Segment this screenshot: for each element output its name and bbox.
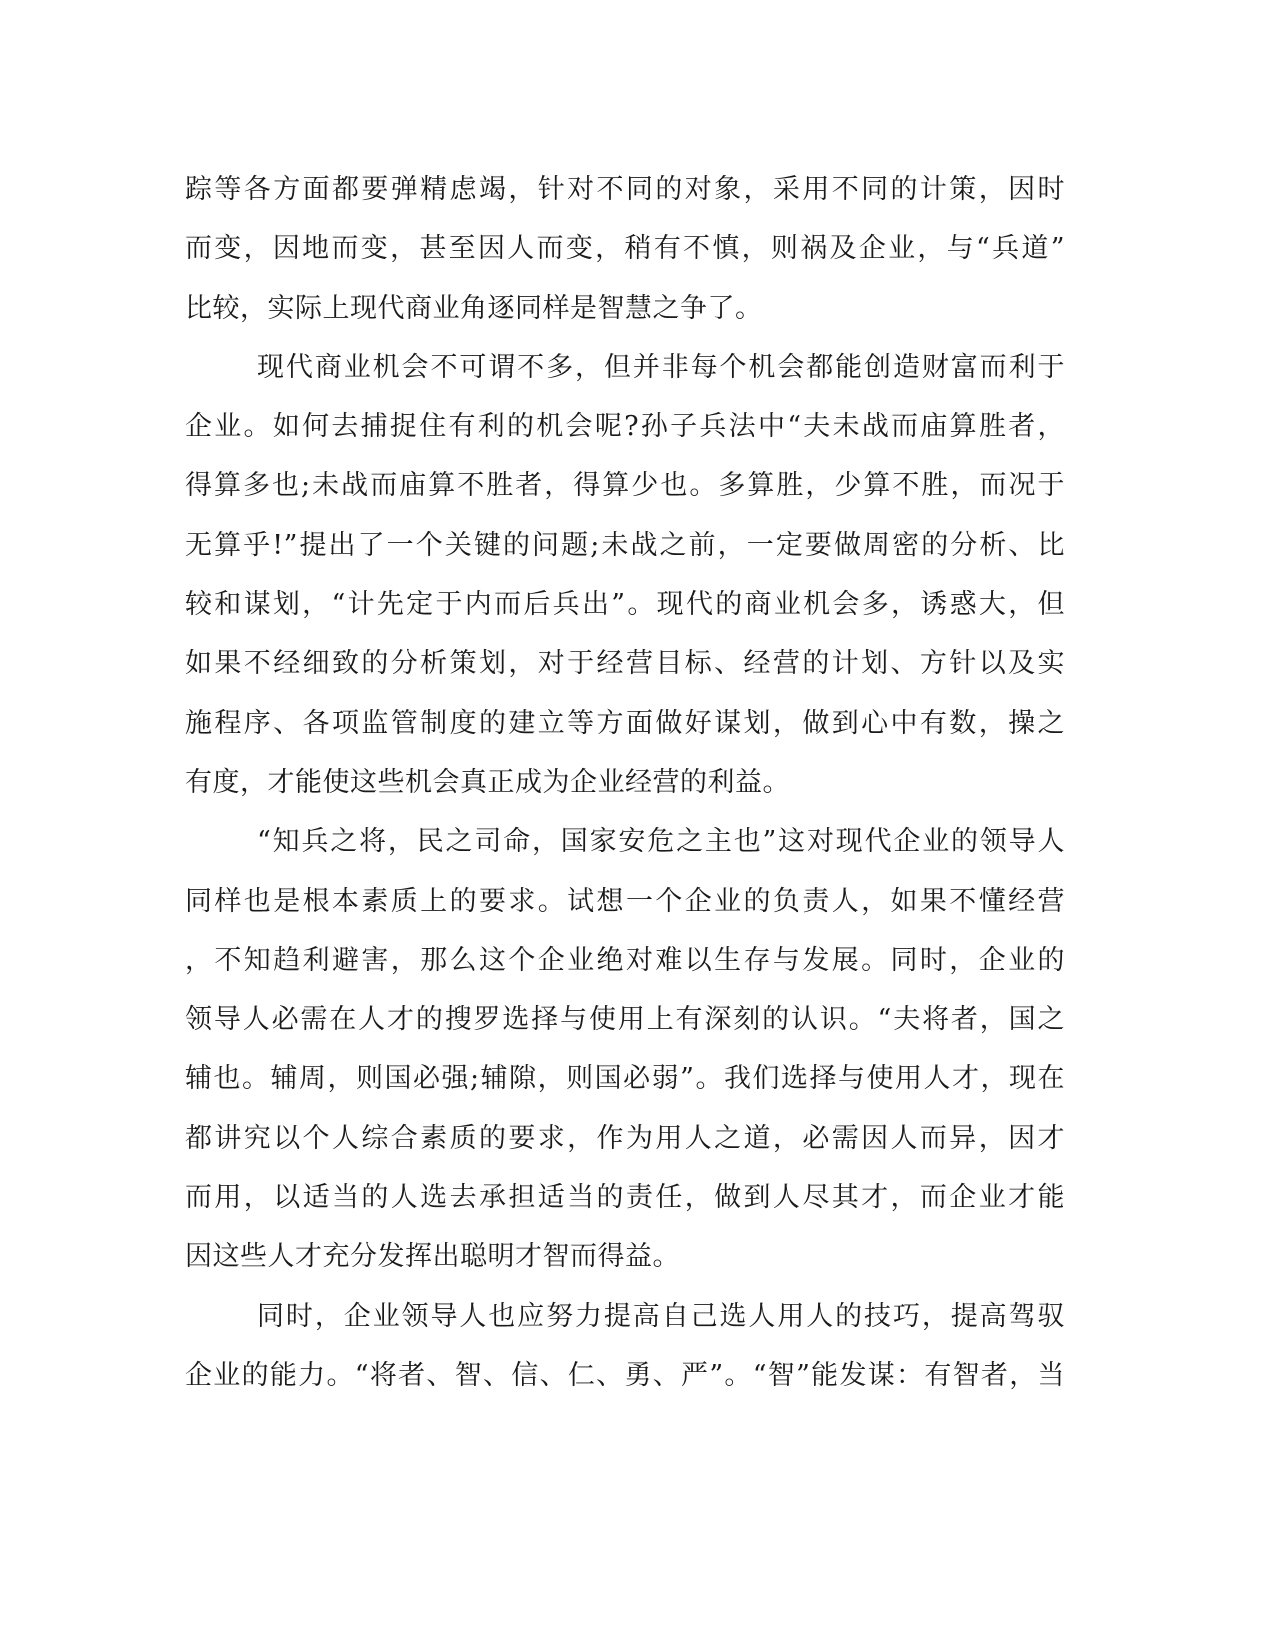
- text-line: 而用，以适当的人选去承担适当的责任，做到人尽其才，而企业才能: [185, 1182, 1065, 1214]
- text-line: 比较，实际上现代商业角逐同样是智慧之争了。: [185, 292, 763, 324]
- text-line: ，不知趋利避害，那么这个企业绝对难以生存与发展。同时，企业的: [185, 944, 1065, 976]
- text-line: 都讲究以个人综合素质的要求，作为用人之道，必需因人而异，因才: [185, 1122, 1065, 1154]
- text-line: 同时，企业领导人也应努力提高自己选人用人的技巧，提高驾驭: [257, 1300, 1065, 1332]
- text-line: 踪等各方面都要弹精虑竭，针对不同的对象，采用不同的计策，因时: [185, 174, 1065, 205]
- text-line: 企业。如何去捕捉住有利的机会呢?孙子兵法中“夫未战而庙算胜者，: [185, 411, 1065, 443]
- paragraph: [185, 1287, 1065, 1406]
- paragraph: [185, 812, 1065, 1286]
- text-line: 现代商业机会不可谓不多，但并非每个机会都能创造财富而利于: [257, 351, 1065, 383]
- text-line: 施程序、各项监管制度的建立等方面做好谋划，做到心中有数，操之: [185, 707, 1065, 739]
- paragraph: [185, 160, 1065, 338]
- text-line: 而变，因地而变，甚至因人而变，稍有不慎，则祸及企业，与“兵道”: [185, 233, 1065, 265]
- text-line: 无算乎!”提出了一个关键的问题;未战之前，一定要做周密的分析、比: [185, 529, 1065, 561]
- document-body: [185, 160, 1065, 1405]
- text-line: 有度，才能使这些机会真正成为企业经营的利益。: [185, 766, 790, 798]
- paragraph: [185, 338, 1065, 812]
- text-line: 较和谋划，“计先定于内而后兵出”。现代的商业机会多，诱惑大，但: [185, 589, 1065, 621]
- text-line: 领导人必需在人才的搜罗选择与使用上有深刻的认识。“夫将者，国之: [185, 1004, 1065, 1036]
- text-line: 企业的能力。“将者、智、信、仁、勇、严”。“智”能发谋：有智者，当: [185, 1359, 1065, 1391]
- text-line: 得算多也;未战而庙算不胜者，得算少也。多算胜，少算不胜，而况于: [185, 470, 1065, 502]
- text-line: 因这些人才充分发挥出聪明才智而得益。: [185, 1241, 680, 1273]
- text-line: “知兵之将，民之司命，国家安危之主也”这对现代企业的领导人: [257, 826, 1065, 858]
- text-line: 同样也是根本素质上的要求。试想一个企业的负责人，如果不懂经营: [185, 885, 1065, 917]
- text-line: 如果不经细致的分析策划，对于经营目标、经营的计划、方针以及实: [185, 648, 1065, 680]
- text-line: 辅也。辅周，则国必强;辅隙，则国必弱”。我们选择与使用人才，现在: [185, 1063, 1065, 1095]
